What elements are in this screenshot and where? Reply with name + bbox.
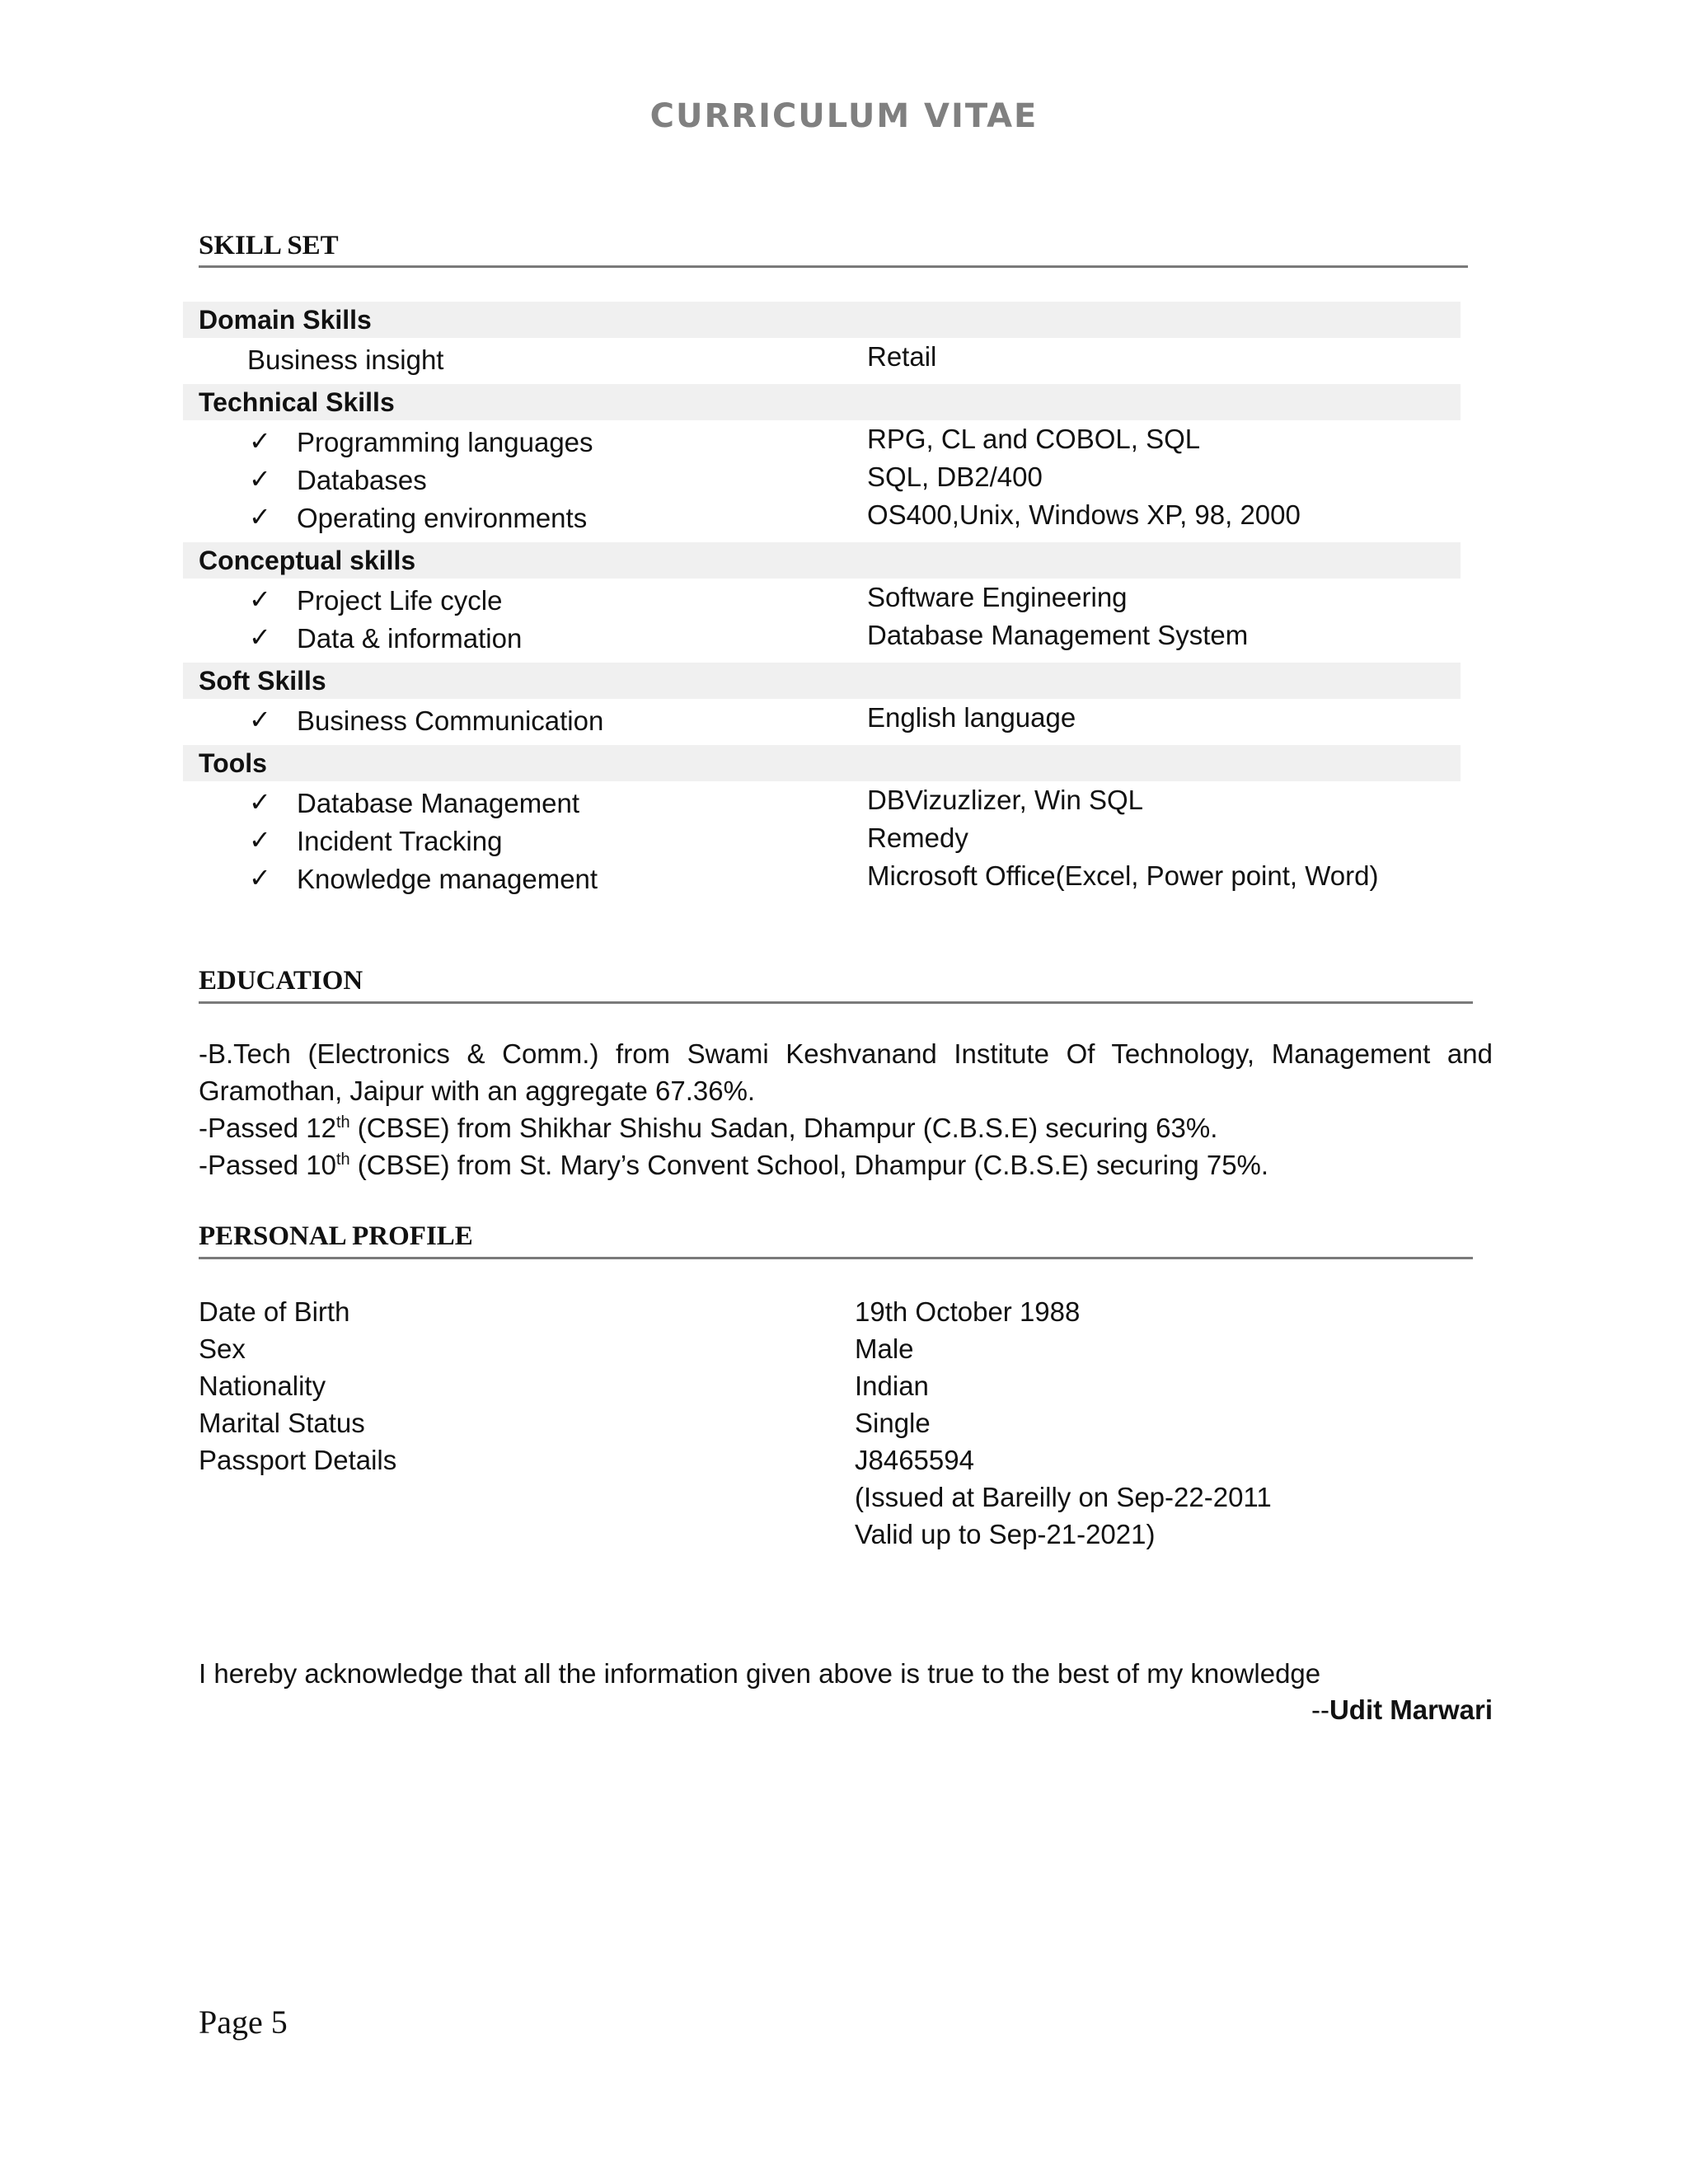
skill-value: Remedy xyxy=(867,823,968,853)
checkmark-icon: ✓ xyxy=(249,502,271,532)
education-line: -B.Tech (Electronics & Comm.) from Swami Keshvanand Institute Of Technology, Management and xyxy=(199,1038,1493,1069)
profile-value: (Issued at Bareilly on Sep-22-2011 xyxy=(855,1482,1272,1512)
skill-category: Domain Skills xyxy=(199,305,372,335)
profile-label: Sex xyxy=(199,1333,246,1364)
education-line: Gramothan, Jaipur with an aggregate 67.36%. xyxy=(199,1076,756,1106)
checkmark-icon: ✓ xyxy=(249,705,271,734)
profile-value: J8465594 xyxy=(855,1445,974,1475)
skill-label: Operating environments xyxy=(297,503,588,533)
checkmark-icon: ✓ xyxy=(249,825,271,855)
skill-value: DBVizuzlizer, Win SQL xyxy=(867,785,1143,815)
profile-value: Valid up to Sep-21-2021) xyxy=(855,1519,1156,1549)
checkmark-icon: ✓ xyxy=(249,787,271,817)
skill-value: SQL, DB2/400 xyxy=(867,462,1043,492)
skill-label: Knowledge management xyxy=(297,864,598,894)
profile-label: Nationality xyxy=(199,1371,326,1401)
checkmark-icon: ✓ xyxy=(249,622,271,652)
personal-profile-rule xyxy=(199,1257,1473,1259)
profile-label: Date of Birth xyxy=(199,1296,350,1327)
skill-label: Data & information xyxy=(297,623,523,654)
skill-category: Conceptual skills xyxy=(199,546,416,575)
document-title: CURRICULUM VITAE xyxy=(649,97,1039,135)
skill-value: OS400,Unix, Windows XP, 98, 2000 xyxy=(867,499,1301,530)
profile-label: Marital Status xyxy=(199,1408,365,1438)
profile-value: 19th October 1988 xyxy=(855,1296,1081,1327)
education-line: -Passed 12th (CBSE) from Shikhar Shishu Sadan, Dhampur (C.B.S.E) securing 63%. xyxy=(199,1113,1218,1143)
profile-label: Passport Details xyxy=(199,1445,397,1475)
page-number: Page 5 xyxy=(199,2004,288,2041)
skill-set-heading: SKILL SET xyxy=(199,231,339,260)
skill-label: Database Management xyxy=(297,788,580,818)
skill-value: RPG, CL and COBOL, SQL xyxy=(867,424,1201,454)
skill-value: Retail xyxy=(867,341,937,372)
category-band xyxy=(183,663,1461,699)
skill-label: Programming languages xyxy=(297,427,593,457)
skill-value: Database Management System xyxy=(867,620,1249,650)
category-band xyxy=(183,302,1461,338)
skill-label: Incident Tracking xyxy=(297,826,503,856)
skill-category: Soft Skills xyxy=(199,666,326,696)
category-band xyxy=(183,745,1461,781)
skill-label: Databases xyxy=(297,465,427,495)
skill-category: Technical Skills xyxy=(199,387,395,417)
personal-profile-heading: PERSONAL PROFILE xyxy=(199,1221,473,1251)
skill-value: English language xyxy=(867,702,1076,733)
checkmark-icon: ✓ xyxy=(249,426,271,456)
education-rule xyxy=(199,1001,1473,1004)
profile-value: Male xyxy=(855,1333,914,1364)
skill-label: Business Communication xyxy=(297,705,604,736)
skill-label: Business insight xyxy=(247,344,444,375)
skill-set-rule xyxy=(199,265,1468,268)
declaration-text: I hereby acknowledge that all the information given above is true to the best of my knowledge xyxy=(199,1658,1321,1689)
profile-value: Indian xyxy=(855,1371,929,1401)
education-block xyxy=(199,1035,1493,1183)
skill-category: Tools xyxy=(199,748,267,778)
signature: --Udit Marwari xyxy=(1311,1694,1493,1725)
education-heading: EDUCATION xyxy=(199,966,363,996)
checkmark-icon: ✓ xyxy=(249,863,271,893)
skill-label: Project Life cycle xyxy=(297,585,503,616)
education-line: -Passed 10th (CBSE) from St. Mary’s Convent School, Dhampur (C.B.S.E) securing 75%. xyxy=(199,1150,1269,1180)
skill-value: Software Engineering xyxy=(867,582,1128,612)
checkmark-icon: ✓ xyxy=(249,464,271,494)
skill-value: Microsoft Office(Excel, Power point, Word) xyxy=(867,860,1379,891)
checkmark-icon: ✓ xyxy=(249,584,271,614)
profile-value: Single xyxy=(855,1408,931,1438)
